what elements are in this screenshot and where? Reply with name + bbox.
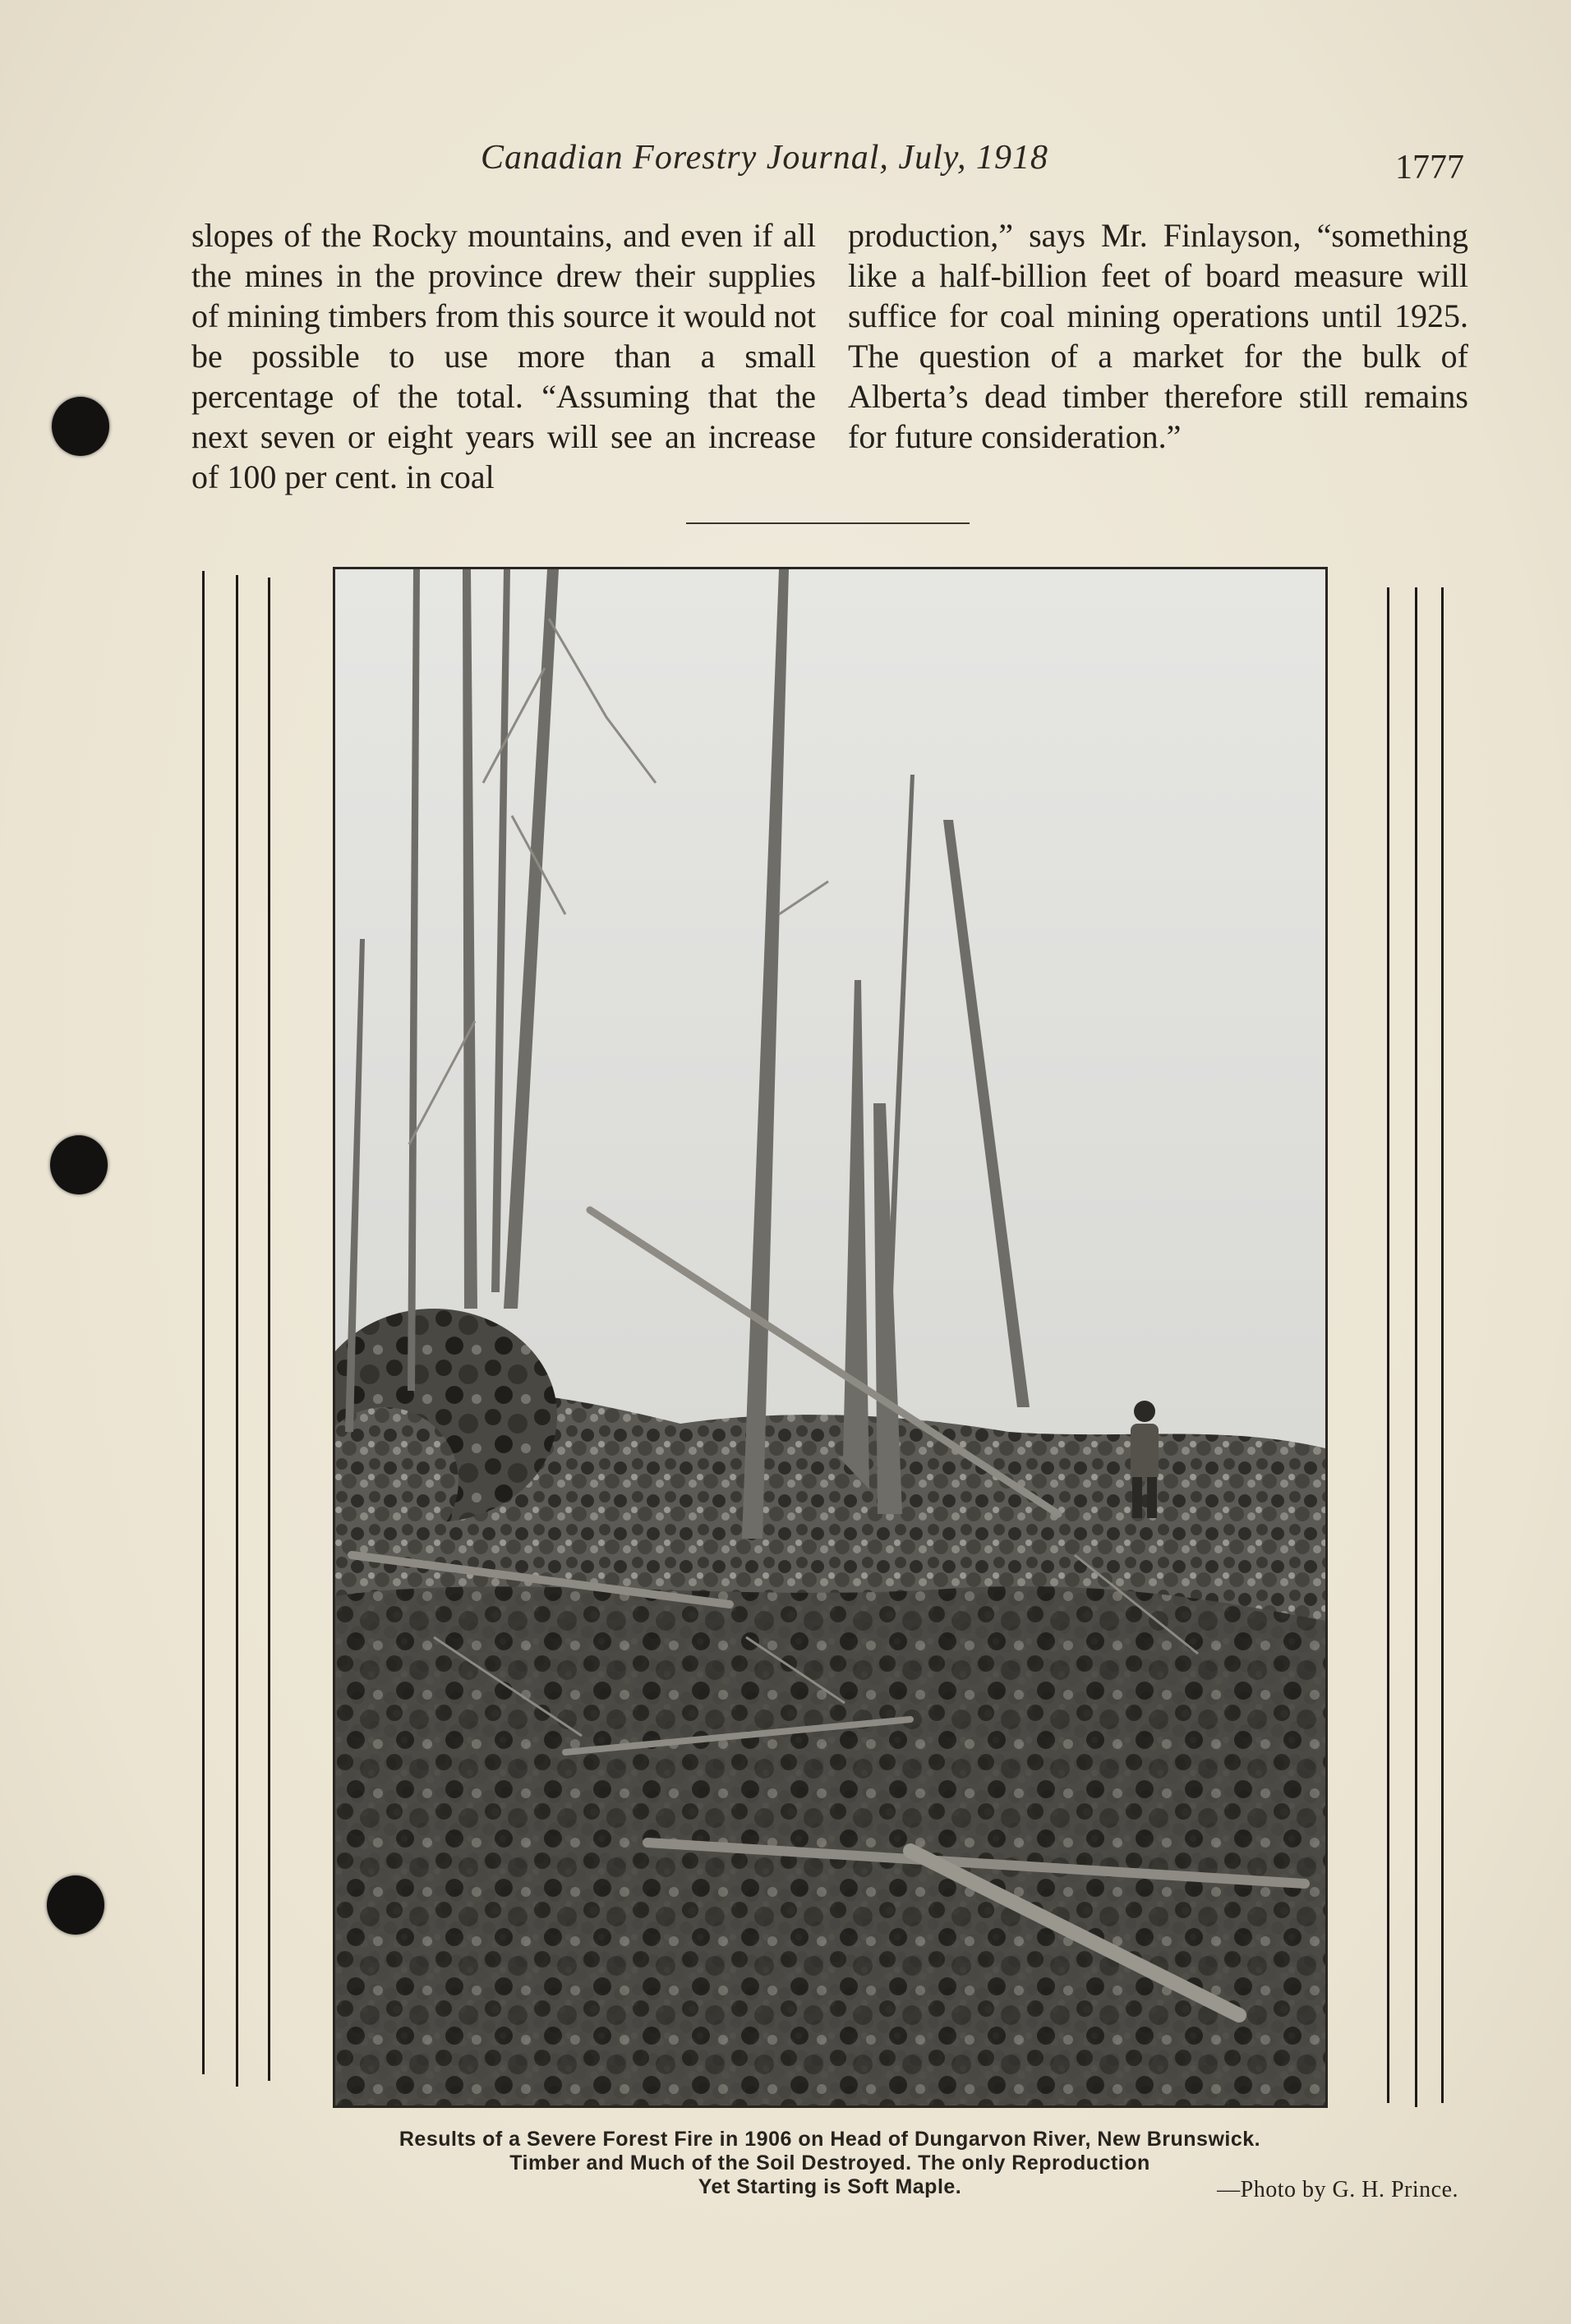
section-divider [686,522,970,524]
border-line-right-1 [1387,587,1389,2103]
border-line-left-3 [268,578,270,2081]
caption-line-3: Yet Starting is Soft Maple. [698,2175,962,2198]
caption-line-3-row [205,2175,1458,2202]
punch-hole-middle [50,1135,108,1194]
right-column-paragraph: production,” says Mr. Finlayson, “something like a half-billion feet of board measure will suffice for coal mining operations until 1925. The question of a market for the bulk of Alberta’s dead timber therefore still remains for future consideration.” [848,217,1468,455]
right-text-column [848,215,1468,457]
journal-title: Canadian Forestry Journal, July, 1918 [481,139,1049,177]
photo-caption [205,2128,1458,2202]
page-number: 1777 [1395,149,1464,186]
left-column-paragraph: slopes of the Rocky mountains, and even if all the mines in the province drew their supplies of mining timbers from this source it would not be possible to use more than a small percentage of the total. “Assuming that the next seven or eight years will see an increase of 100 per cent. in coal [191,217,816,495]
border-line-left-1 [202,571,205,2074]
border-line-left-2 [236,575,238,2087]
page-header [0,138,1571,187]
caption-line-1: Results of a Severe Forest Fire in 1906 on Head of Dungarvon River, New Brunswick. [399,2128,1261,2151]
punch-hole-top [52,397,109,456]
forest-fire-photo [333,567,1328,2108]
caption-line-2: Timber and Much of the Soil Destroyed. The only Reproduction [509,2151,1150,2174]
border-line-right-3 [1441,587,1444,2103]
border-line-right-2 [1415,587,1417,2107]
left-text-column [191,215,816,497]
photo-credit: —Photo by G. H. Prince. [1217,2177,1458,2202]
punch-hole-bottom [47,1875,104,1935]
